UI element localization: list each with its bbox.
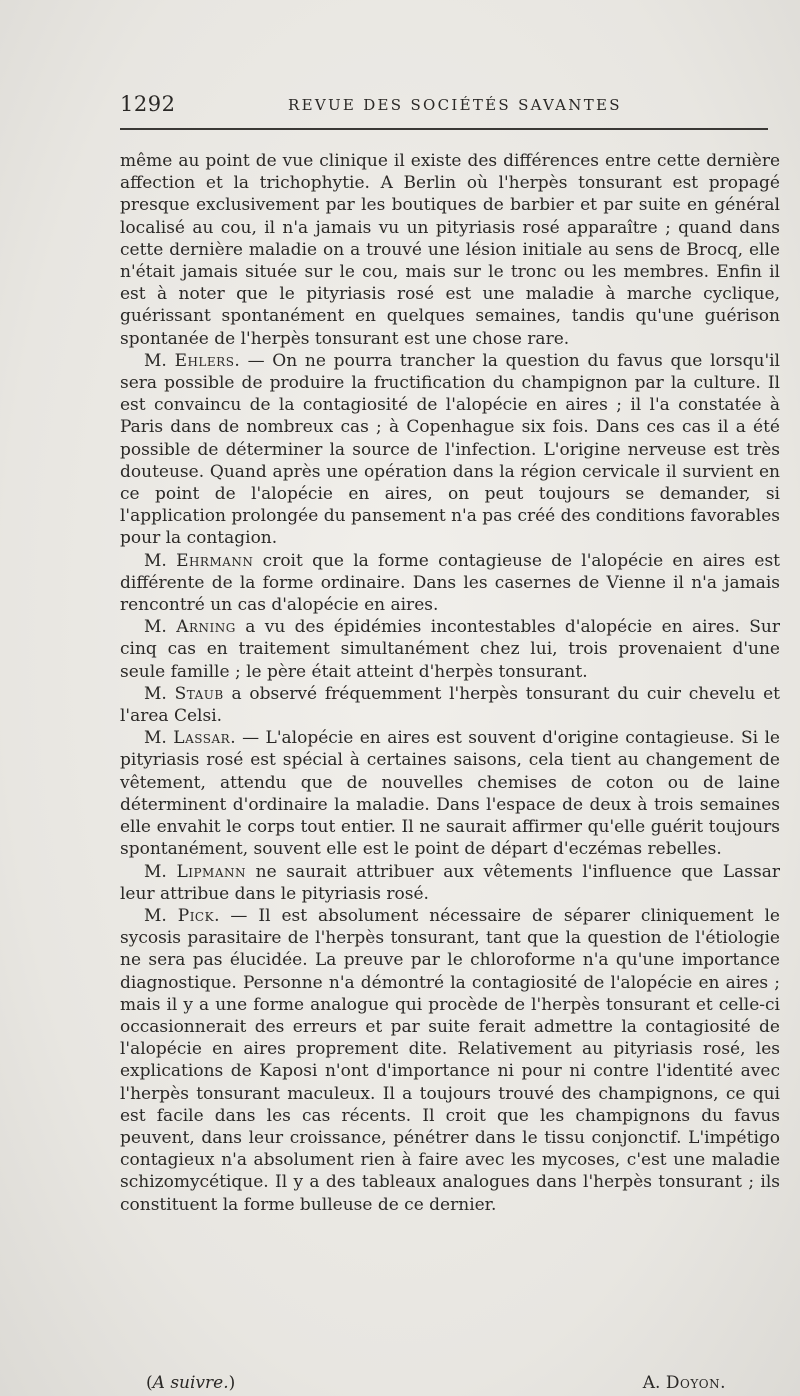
speaker-name: Ehlers: [174, 350, 235, 371]
article-body: [120, 150, 780, 1216]
page-header: [120, 92, 780, 122]
speaker-name: Arning: [176, 617, 236, 638]
paragraph-pick: [120, 905, 780, 1216]
paragraph-text: croit que la forme contagieuse de l'alopécie en aires est différente de la forme ordinaire. Dans les casernes de Vienne il n'a jamais rencontré un cas d'alopécie en aires.: [120, 550, 781, 616]
signature-name: Doyon.: [665, 1373, 726, 1393]
paragraph-continuation: [120, 150, 780, 350]
paragraph-text: a observé fréquemment l'herpès tonsurant du cuir chevelu et l'area Celsi.: [120, 683, 780, 727]
to-be-continued: [146, 1373, 235, 1393]
paragraph-lassar: [120, 727, 780, 860]
paragraph-lipmann: [120, 861, 780, 905]
speaker-prefix: M.: [144, 617, 177, 638]
speaker-prefix: M.: [144, 728, 174, 749]
speaker-name: Lipmann: [176, 861, 246, 882]
speaker-prefix: M.: [144, 905, 178, 926]
paragraph-text: . — Il est absolument nécessaire de séparer cliniquement le sycosis parasitaire de l'herpès tonsurant, tant que la question de l'étiologie ne sera pas élucidée. La preuve par le chloroforme n'a qu'une importance diagnostique. Personne n'a démontré la contagiosité de l'alopécie en aires ; mais il y a une forme analogue qui procède de l'herpès tonsurant et celle-ci occasionnerait des erreurs et par suite ferait admettre la contagiosité de l'alopécie en aires proprement dite. Relativement au pityriasis rosé, les explications de Kaposi n'ont d'importance ni pour ni contre l'identité avec l'herpès tonsurant maculeux. Il a toujours trouvé des champignons, ce qui est facile dans les cas récents. Il croit que les champignons du favus peuvent, dans leur croissance, pénétrer dans le tissu conjonctif. L'impétigo contagieux n'a absolument rien à faire avec les mycoses, c'est une maladie schizomycétique. Il y a des tableaux analogues dans l'herpès tonsurant ; ils constituent la forme bulleuse de ce dernier.: [120, 905, 780, 1215]
speaker-prefix: M.: [144, 350, 175, 371]
speaker-name: Staub: [174, 683, 224, 704]
speaker-name: Lassar: [173, 728, 231, 749]
signature-initial: A.: [642, 1373, 666, 1393]
paragraph-text: . — L'alopécie en aires est souvent d'origine contagieuse. Si le pityriasis rosé est spécial à certaines saisons, cela tient au changement de vêtement, attendu que de nouvelles chemises de coton ou de laine déterminent d'ordinaire la maladie. Dans l'espace de deux à trois semaines elle envahit le corps tout entier. Il ne saurait affirmer qu'elle guérit toujours spontanément, souvent elle est le point de départ d'eczémas rebelles.: [120, 728, 780, 860]
paragraph-text: ne saurait attribuer aux vêtements l'influence que Lassar leur attribue dans le pityriasis rosé.: [120, 861, 780, 904]
running-title: REVUE DES SOCIÉTÉS SAVANTES: [288, 96, 622, 114]
page-number: 1292: [120, 92, 176, 116]
paragraph-text: même au point de vue clinique il existe des différences entre cette dernière affection et la trichophytie. A Berlin où l'herpès tonsurant est propagé presque exclusivement par les boutiques de barbier et par suite en général localisé au cou, il n'a jamais vu un pityriasis rosé apparaître ; quand dans cette dernière maladie on a trouvé une lésion initiale au sens de Brocq, elle n'était jamais située sur le cou, mais sur le tronc ou les membres. Enfin il est à noter que le pityriasis rosé est une maladie à marche cyclique, guérissant spontanément en quelques semaines, tandis qu'une guérison spontanée de l'herpès tonsurant est une chose rare.: [120, 151, 780, 349]
speaker-prefix: M.: [144, 550, 177, 571]
header-rule: [120, 128, 768, 130]
paragraph-text: a vu des épidémies incontestables d'alopécie en aires. Sur cinq cas en traitement simultanément chez lui, trois provenaient d'une seule famille ; le père était atteint d'herpès tonsurant.: [120, 617, 781, 682]
paren-close: ): [228, 1373, 236, 1393]
speaker-prefix: M.: [144, 861, 177, 882]
paren-open: (: [146, 1373, 153, 1393]
paragraph-ehlers: [120, 350, 780, 550]
speaker-name: Ehrmann: [176, 550, 254, 571]
paragraph-staub: [120, 683, 780, 727]
to-be-continued-label: A suivre.: [152, 1373, 229, 1393]
speaker-name: Pick: [177, 905, 215, 926]
speaker-prefix: M.: [144, 683, 175, 704]
paragraph-ehrmann: [120, 550, 780, 617]
author-signature: [643, 1373, 726, 1393]
paragraph-text: . — On ne pourra trancher la question du favus que lorsqu'il sera possible de produire la fructification du champignon par la culture. Il est convaincu de la contagiosité de l'alopécie en aires ; il l'a constatée à Paris dans de nombreux cas ; à Copenhague six fois. Dans ces cas il a été possible de déterminer la source de l'infection. L'origine nerveuse est très douteuse. Quand après une opération dans la région cervicale il survient en ce point de l'alopécie en aires, on peut toujours se demander, si l'application prolongée du pansement n'a pas créé des conditions favorables pour la contagion.: [120, 350, 780, 549]
paragraph-arning: [120, 616, 780, 683]
